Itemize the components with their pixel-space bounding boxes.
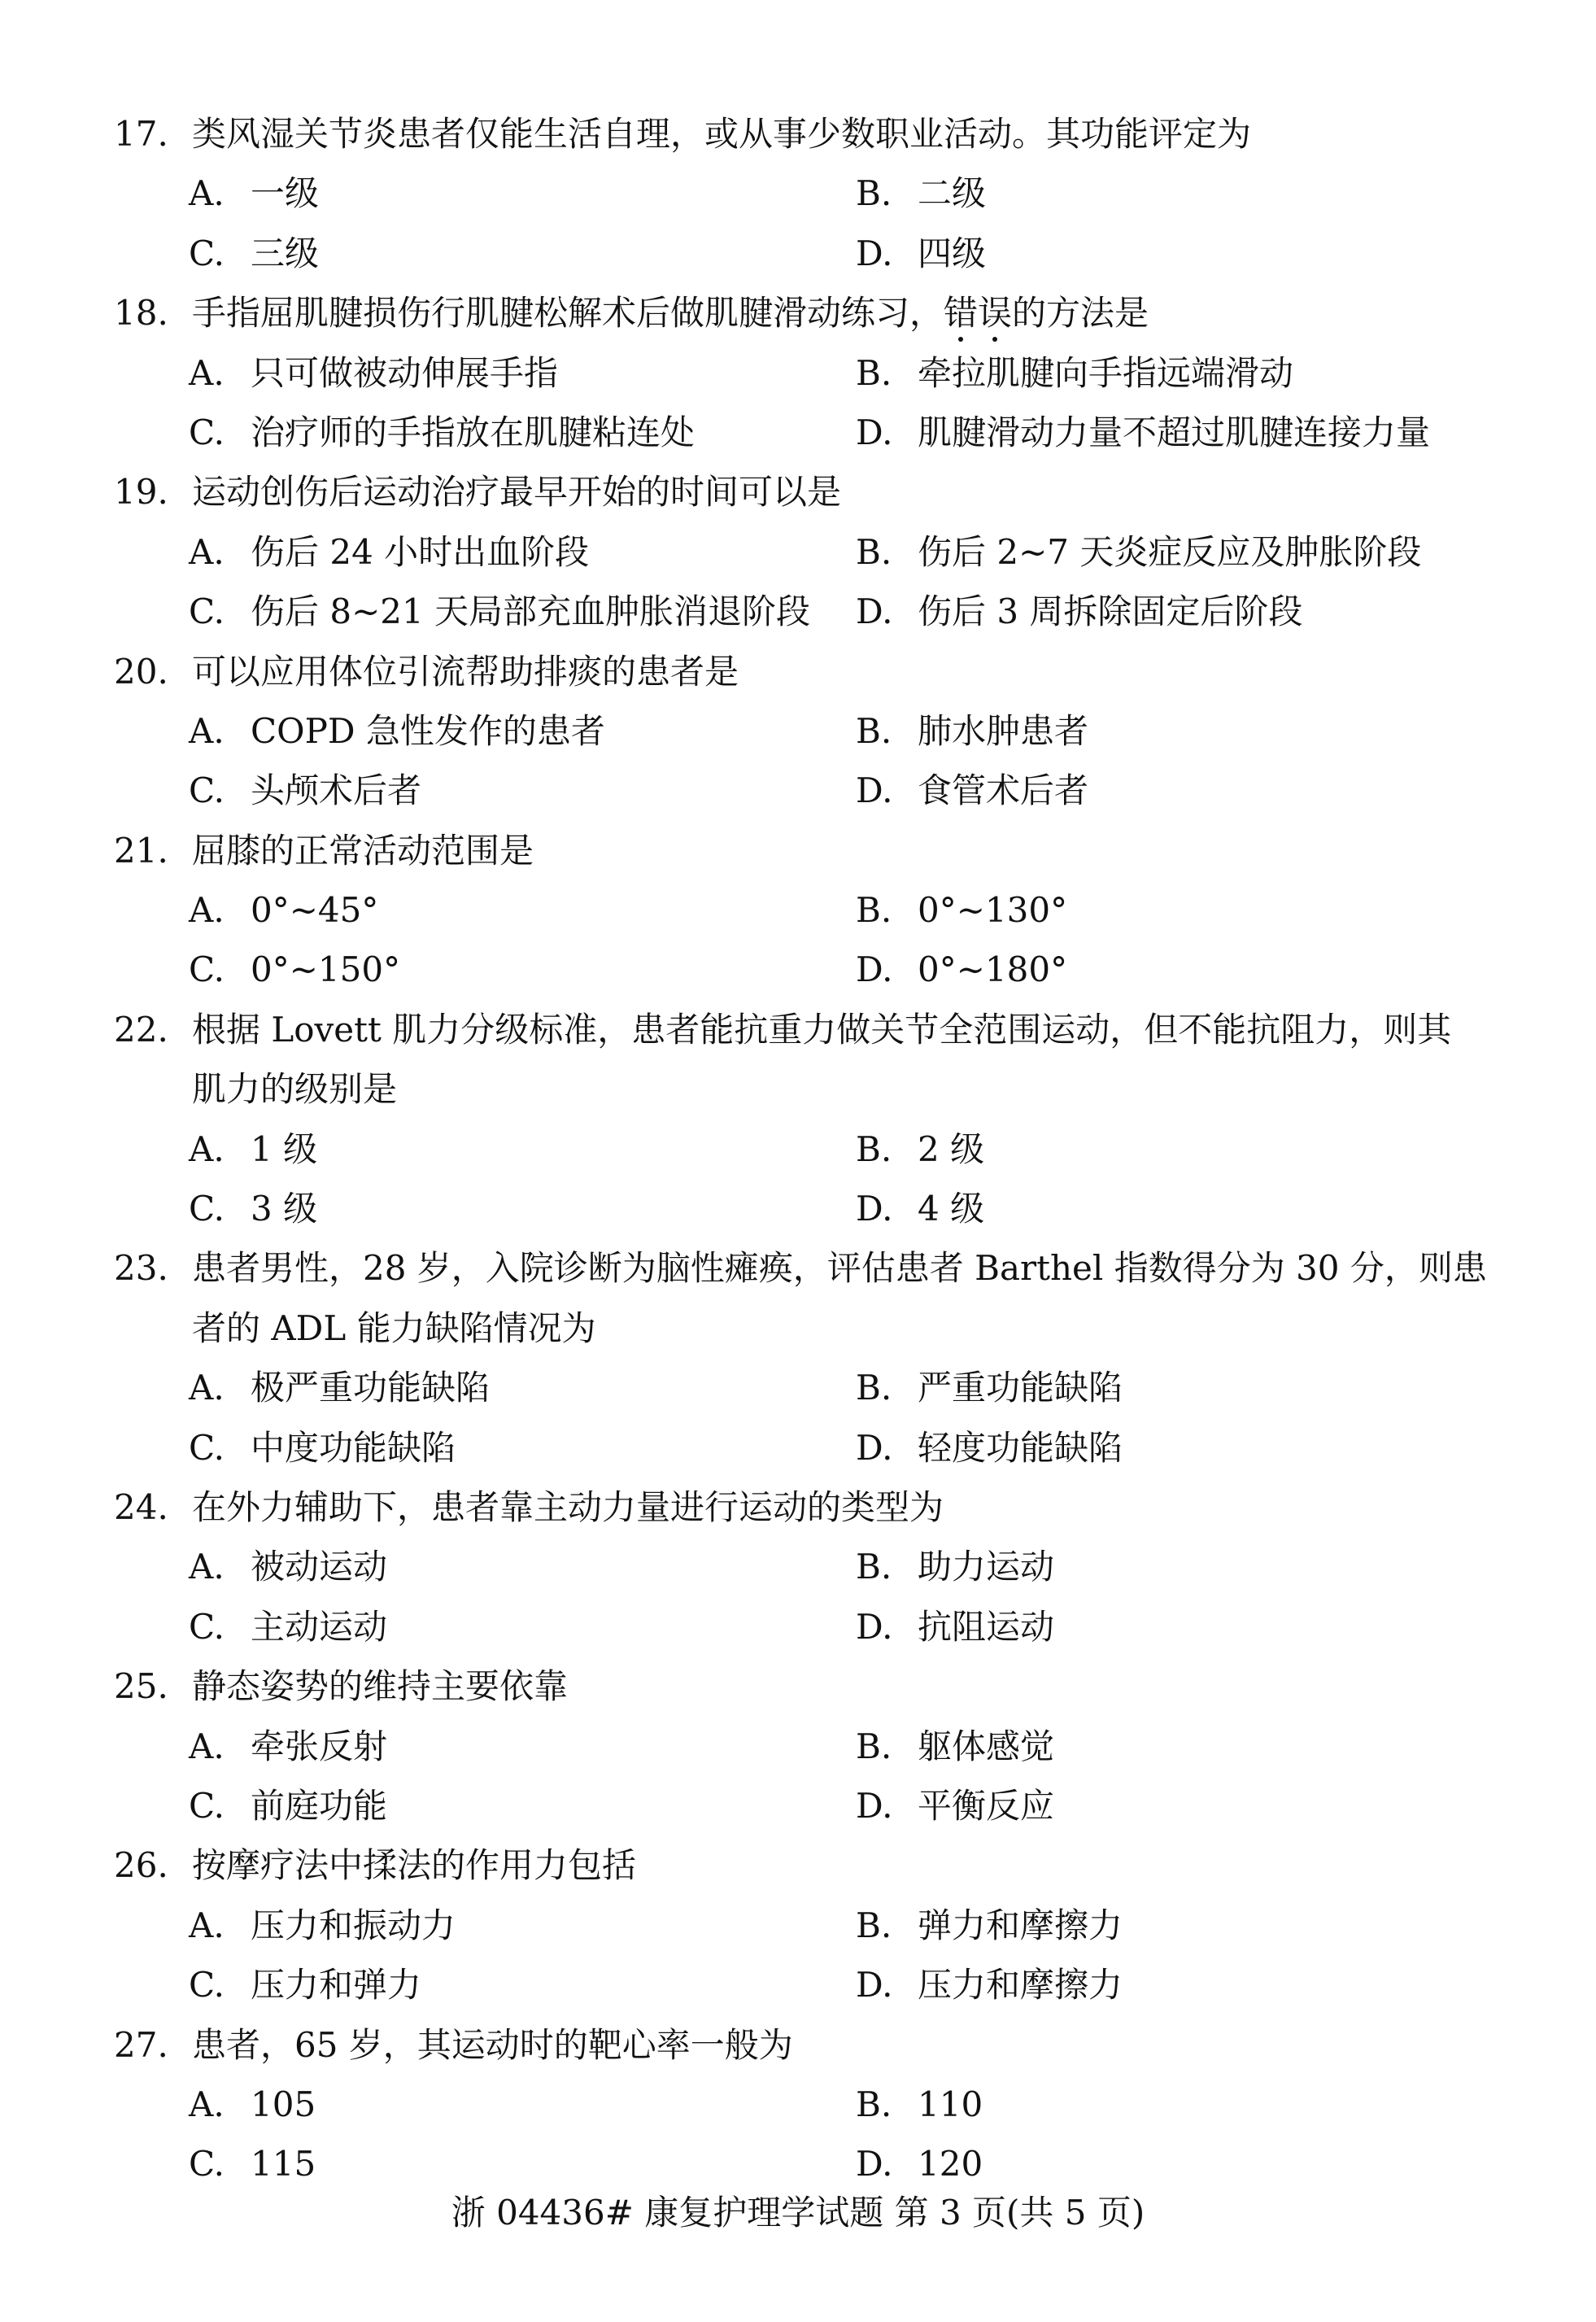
option-d: D. 伤后 3 周拆除固定后阶段 [856, 591, 1303, 632]
question-number: 23. [114, 1248, 168, 1289]
option-a: A. COPD 急性发作的患者 [189, 710, 605, 751]
option-d: D. 0°~180° [856, 949, 1068, 990]
question-number: 27. [114, 2024, 168, 2065]
question-text: 静态姿势的维持主要依靠 [192, 1666, 569, 1707]
question-number: 19. [114, 472, 168, 513]
question-text: 患者男性，28 岁，入院诊断为脑性瘫痪，评估患者 Barthel 指数得分为 30 分，则患 [192, 1248, 1487, 1289]
option-a: A. 0°~45° [189, 890, 379, 931]
options-row [114, 1597, 1497, 1656]
option-d: D. 压力和摩擦力 [856, 1965, 1123, 2006]
option-a: A. 压力和振动力 [189, 1905, 456, 1945]
option-b: B. 助力运动 [856, 1547, 1055, 1587]
options-row [114, 522, 1497, 582]
question-22 [114, 1000, 1497, 1059]
emphasis-char: 误 [978, 283, 1012, 343]
option-c: C. 头颅术后者 [189, 770, 422, 811]
options-row [114, 1717, 1497, 1776]
options-row [114, 940, 1497, 999]
question-18 [114, 283, 1497, 343]
option-c: C. 主动运动 [189, 1606, 388, 1647]
question-text-continued: 肌力的级别是 [192, 1069, 398, 1110]
question-23 [114, 1238, 1497, 1298]
option-b: B. 伤后 2~7 天炎症反应及肿胀阶段 [856, 531, 1422, 572]
option-a: A. 牵张反射 [189, 1726, 388, 1766]
option-d: D. 4 级 [856, 1189, 985, 1229]
option-a: A. 只可做被动伸展手指 [189, 352, 559, 393]
option-b: B. 弹力和摩擦力 [856, 1905, 1123, 1945]
options-row [114, 880, 1497, 940]
option-c: C. 前庭功能 [189, 1785, 388, 1826]
option-b: B. 0°~130° [856, 890, 1068, 931]
emphasis-char: 错 [944, 283, 978, 343]
option-c: C. 治疗师的手指放在肌腱粘连处 [189, 412, 696, 452]
question-20 [114, 642, 1497, 701]
question-21 [114, 821, 1497, 880]
option-a: A. 105 [189, 2084, 316, 2124]
option-c: C. 中度功能缺陷 [189, 1427, 456, 1468]
question-number: 26. [114, 1845, 168, 1886]
option-d: D. 120 [856, 2144, 983, 2185]
options-row [114, 224, 1497, 283]
options-row [114, 1537, 1497, 1596]
option-b: B. 110 [856, 2084, 983, 2124]
option-c: C. 0°~150° [189, 949, 401, 990]
option-c: C. 115 [189, 2144, 316, 2185]
question-text-continued: 者的 ADL 能力缺陷情况为 [192, 1307, 596, 1348]
option-d: D. 四级 [856, 233, 987, 273]
question-text: 根据 Lovett 肌力分级标准，患者能抗重力做关节全范围运动，但不能抗阻力，则其 [192, 1009, 1452, 1050]
option-c: C. 压力和弹力 [189, 1965, 422, 2006]
question-text: 手指屈肌腱损伤行肌腱松解术后做肌腱滑动练习，错误的方法是 [192, 283, 1149, 343]
question-number: 17. [114, 114, 168, 154]
options-row [114, 1896, 1497, 1955]
options-row [114, 761, 1497, 820]
options-row [114, 164, 1497, 223]
option-d: D. 肌腱滑动力量不超过肌腱连接力量 [856, 412, 1431, 452]
question-text: 可以应用体位引流帮助排痰的患者是 [192, 651, 739, 692]
options-row [114, 1120, 1497, 1179]
question-27 [114, 2015, 1497, 2075]
question-number: 21. [114, 830, 168, 871]
option-c: C. 3 级 [189, 1189, 318, 1229]
options-row [114, 1955, 1497, 2014]
option-b: B. 肺水肿患者 [856, 710, 1089, 751]
option-b: B. 二级 [856, 173, 987, 214]
option-a: A. 被动运动 [189, 1547, 388, 1587]
question-number: 22. [114, 1009, 168, 1050]
question-text: 在外力辅助下，患者靠主动力量进行运动的类型为 [192, 1486, 944, 1527]
option-c: C. 三级 [189, 233, 320, 273]
options-row [114, 1776, 1497, 1835]
question-17 [114, 104, 1497, 164]
question-text: 患者，65 岁，其运动时的靶心率一般为 [192, 2024, 793, 2065]
question-number: 20. [114, 651, 168, 692]
options-row [114, 701, 1497, 761]
question-26 [114, 1835, 1497, 1895]
options-row [114, 2075, 1497, 2134]
question-text: 按摩疗法中揉法的作用力包括 [192, 1845, 637, 1886]
option-a: A. 一级 [189, 173, 320, 214]
options-row [114, 582, 1497, 641]
option-b: B. 2 级 [856, 1128, 985, 1169]
option-a: A. 1 级 [189, 1128, 318, 1169]
option-b: B. 牵拉肌腱向手指远端滑动 [856, 352, 1294, 393]
option-d: D. 抗阻运动 [856, 1606, 1055, 1647]
option-d: D. 平衡反应 [856, 1785, 1055, 1826]
question-number: 18. [114, 293, 168, 334]
question-text: 屈膝的正常活动范围是 [192, 830, 534, 871]
question-text: 类风湿关节炎患者仅能生活自理，或从事少数职业活动。其功能评定为 [192, 114, 1252, 154]
option-b: B. 躯体感觉 [856, 1726, 1055, 1766]
options-row [114, 403, 1497, 462]
question-number: 25. [114, 1666, 168, 1707]
question-24 [114, 1477, 1497, 1537]
question-25 [114, 1656, 1497, 1716]
question-number: 24. [114, 1486, 168, 1527]
options-row [114, 1179, 1497, 1238]
options-row [114, 343, 1497, 403]
question-19 [114, 462, 1497, 522]
option-a: A. 极严重功能缺陷 [189, 1368, 491, 1408]
question-list [114, 104, 1497, 2194]
options-row [114, 1418, 1497, 1477]
options-row [114, 1358, 1497, 1417]
option-d: D. 轻度功能缺陷 [856, 1427, 1123, 1468]
options-row [114, 2134, 1497, 2193]
page-footer: 浙 04436# 康复护理学试题 第 3 页(共 5 页) [451, 2193, 1145, 2233]
option-c: C. 伤后 8~21 天局部充血肿胀消退阶段 [189, 591, 811, 632]
option-b: B. 严重功能缺陷 [856, 1368, 1123, 1408]
option-d: D. 食管术后者 [856, 770, 1089, 811]
option-a: A. 伤后 24 小时出血阶段 [189, 531, 590, 572]
question-text: 运动创伤后运动治疗最早开始的时间可以是 [192, 472, 842, 513]
